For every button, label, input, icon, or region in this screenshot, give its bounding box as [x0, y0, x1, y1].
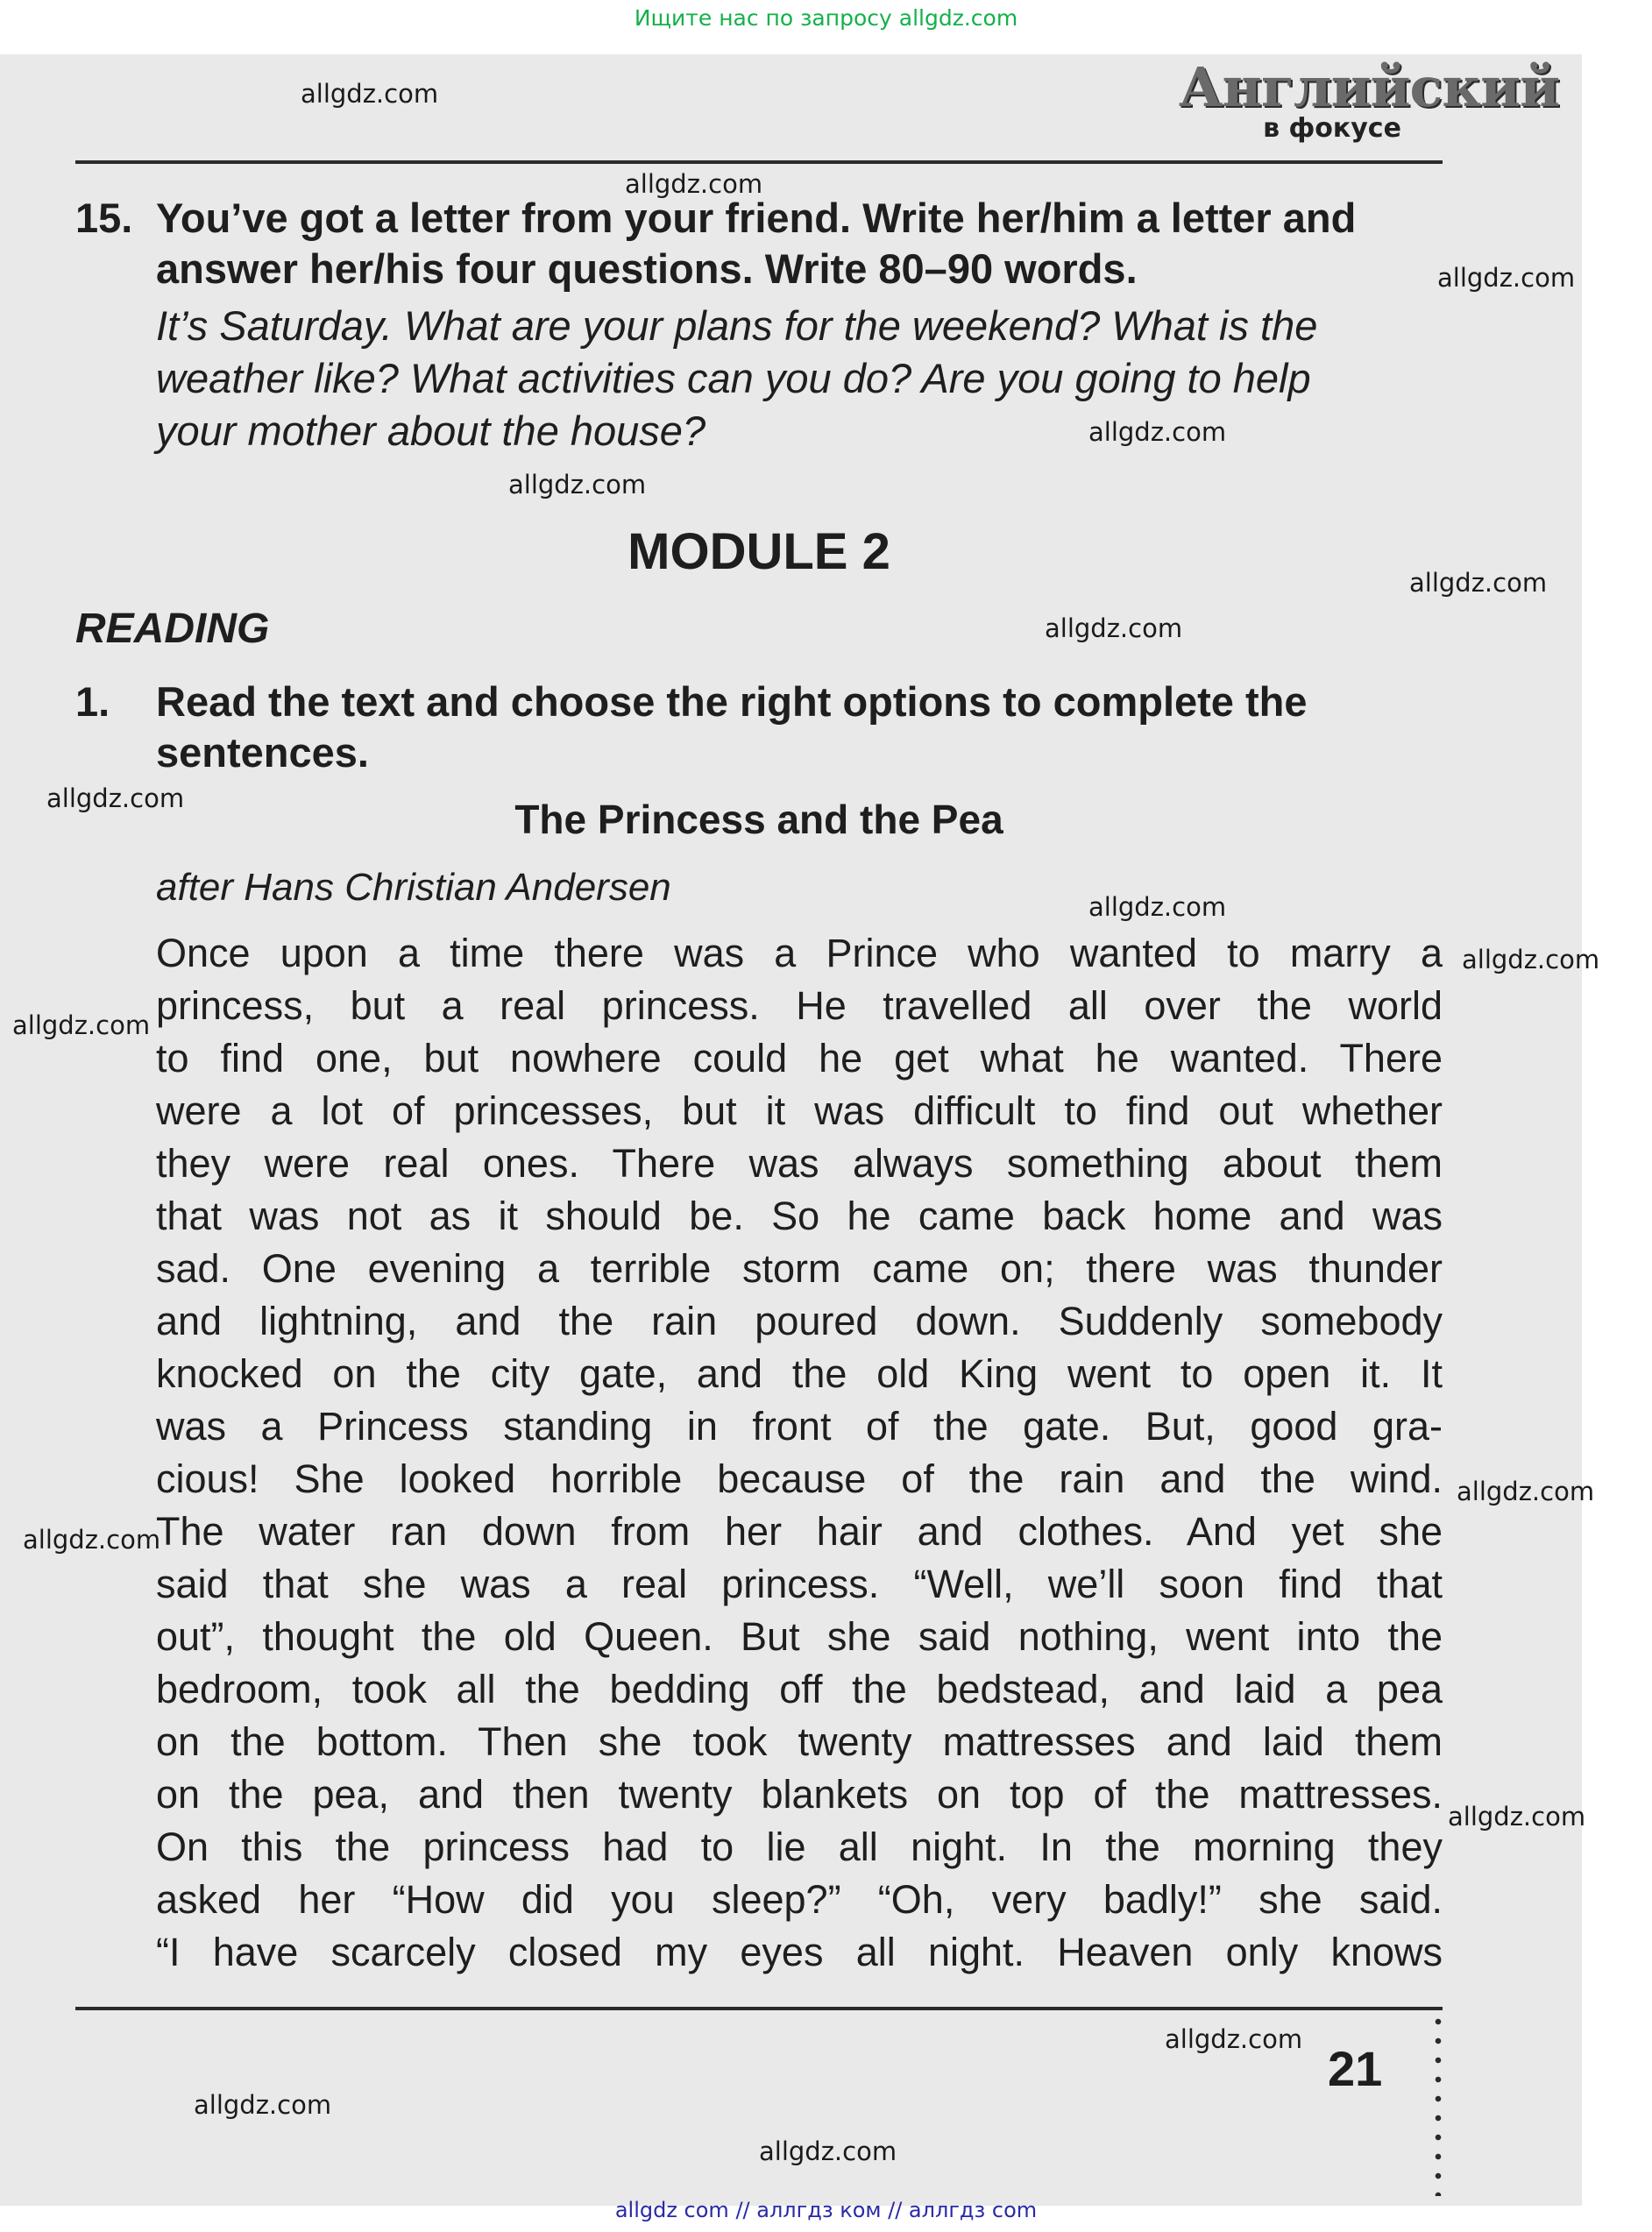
- story-text: [156, 927, 1443, 1979]
- story-line: princess, but a real princess. He travelled all over the world: [156, 983, 1443, 1028]
- story-line: The water ran down from her hair and clothes. And yet she: [156, 1509, 1443, 1554]
- watermark: allgdz.com: [1045, 613, 1183, 643]
- watermark: allgdz.com: [194, 2090, 332, 2120]
- watermark: allgdz.com: [1409, 568, 1548, 598]
- watermark: allgdz.com: [1088, 417, 1227, 447]
- task-1-instruction: Read the text and choose the right options to complete the sentences.: [156, 678, 1308, 776]
- watermark: allgdz.com: [508, 470, 647, 500]
- story-line: cious! She looked horrible because of the rain and the wind.: [156, 1456, 1443, 1501]
- story-line: asked her “How did you sleep?” “Oh, very badly!” she said.: [156, 1877, 1443, 1922]
- watermark: allgdz.com: [759, 2136, 897, 2166]
- watermark: allgdz.com: [1088, 892, 1227, 922]
- story-line: said that she was a real princess. “Well, we’ll soon find that: [156, 1562, 1443, 1606]
- story-line: Once upon a time there was a Prince who wanted to marry a: [156, 931, 1443, 975]
- story-line: “I have scarcely closed my eyes all night. Heaven only knows: [156, 1930, 1443, 1974]
- watermark: allgdz.com: [1448, 1802, 1586, 1832]
- task-1-number: 1.: [75, 678, 110, 725]
- watermark: allgdz.com: [12, 1010, 151, 1040]
- story-line: out”, thought the old Queen. But she said nothing, went into the: [156, 1614, 1443, 1659]
- watermark: allgdz.com: [625, 169, 763, 199]
- letter-line: your mother about the house?: [156, 407, 706, 454]
- task-15-number: 15.: [75, 195, 133, 241]
- logo-subtitle: в фокусе: [1263, 113, 1401, 144]
- bottom-banner[interactable]: allgdz com // аллгдз ком // аллгдз com: [614, 2198, 1038, 2222]
- story-line: bedroom, took all the bedding off the bedstead, and laid a pea: [156, 1667, 1443, 1711]
- watermark: allgdz.com: [1165, 2024, 1303, 2054]
- watermark: allgdz.com: [46, 783, 185, 813]
- story-line: to find one, but nowhere could he get what he wanted. There: [156, 1036, 1443, 1081]
- watermark: allgdz.com: [1457, 1477, 1595, 1506]
- watermark: allgdz.com: [1462, 945, 1600, 974]
- letter-line: It’s Saturday. What are your plans for the weekend? What is the: [156, 302, 1318, 349]
- task-15-letter: [156, 300, 1443, 457]
- story-author: after Hans Christian Andersen: [156, 866, 671, 909]
- header-rule: [75, 160, 1443, 164]
- watermark: allgdz.com: [23, 1525, 161, 1555]
- dotted-edge: [1435, 2012, 1442, 2196]
- story-line: sad. One evening a terrible storm came on; there was thunder: [156, 1246, 1443, 1291]
- story-title: The Princess and the Pea: [514, 797, 1003, 842]
- story-line: was a Princess standing in front of the gate. But, good gra-: [156, 1404, 1443, 1449]
- story-line: and lightning, and the rain poured down. Suddenly somebody: [156, 1299, 1443, 1343]
- footer-rule: [75, 2007, 1443, 2010]
- story-line: they were real ones. There was always something about them: [156, 1141, 1443, 1186]
- story-line: were a lot of princesses, but it was difficult to find out whether: [156, 1088, 1443, 1133]
- story-line: knocked on the city gate, and the old King went to open it. It: [156, 1351, 1443, 1396]
- logo-title: Английский: [1179, 55, 1560, 119]
- letter-line: weather like? What activities can you do? Are you going to help: [156, 355, 1311, 401]
- watermark: allgdz.com: [301, 79, 439, 109]
- task-15-instruction: You’ve got a letter from your friend. Write her/him a letter and answer her/his four questions. Write 80–90 words.: [156, 195, 1357, 292]
- page-number: 21: [1328, 2041, 1383, 2096]
- story-line: on the bottom. Then she took twenty mattresses and laid them: [156, 1719, 1443, 1764]
- watermark: allgdz.com: [1437, 263, 1576, 293]
- story-line: that was not as it should be. So he came back home and was: [156, 1194, 1443, 1238]
- story-line: On this the princess had to lie all night. In the morning they: [156, 1825, 1443, 1869]
- module-heading: MODULE 2: [627, 523, 890, 580]
- top-banner[interactable]: Ищите нас по запросу allgdz.com: [634, 5, 1018, 31]
- textbook-logo: [1179, 55, 1560, 144]
- task-15: [75, 193, 1443, 457]
- section-heading: READING: [75, 606, 270, 652]
- task-1: [75, 677, 1443, 778]
- story-line: on the pea, and then twenty blankets on top of the mattresses.: [156, 1772, 1443, 1817]
